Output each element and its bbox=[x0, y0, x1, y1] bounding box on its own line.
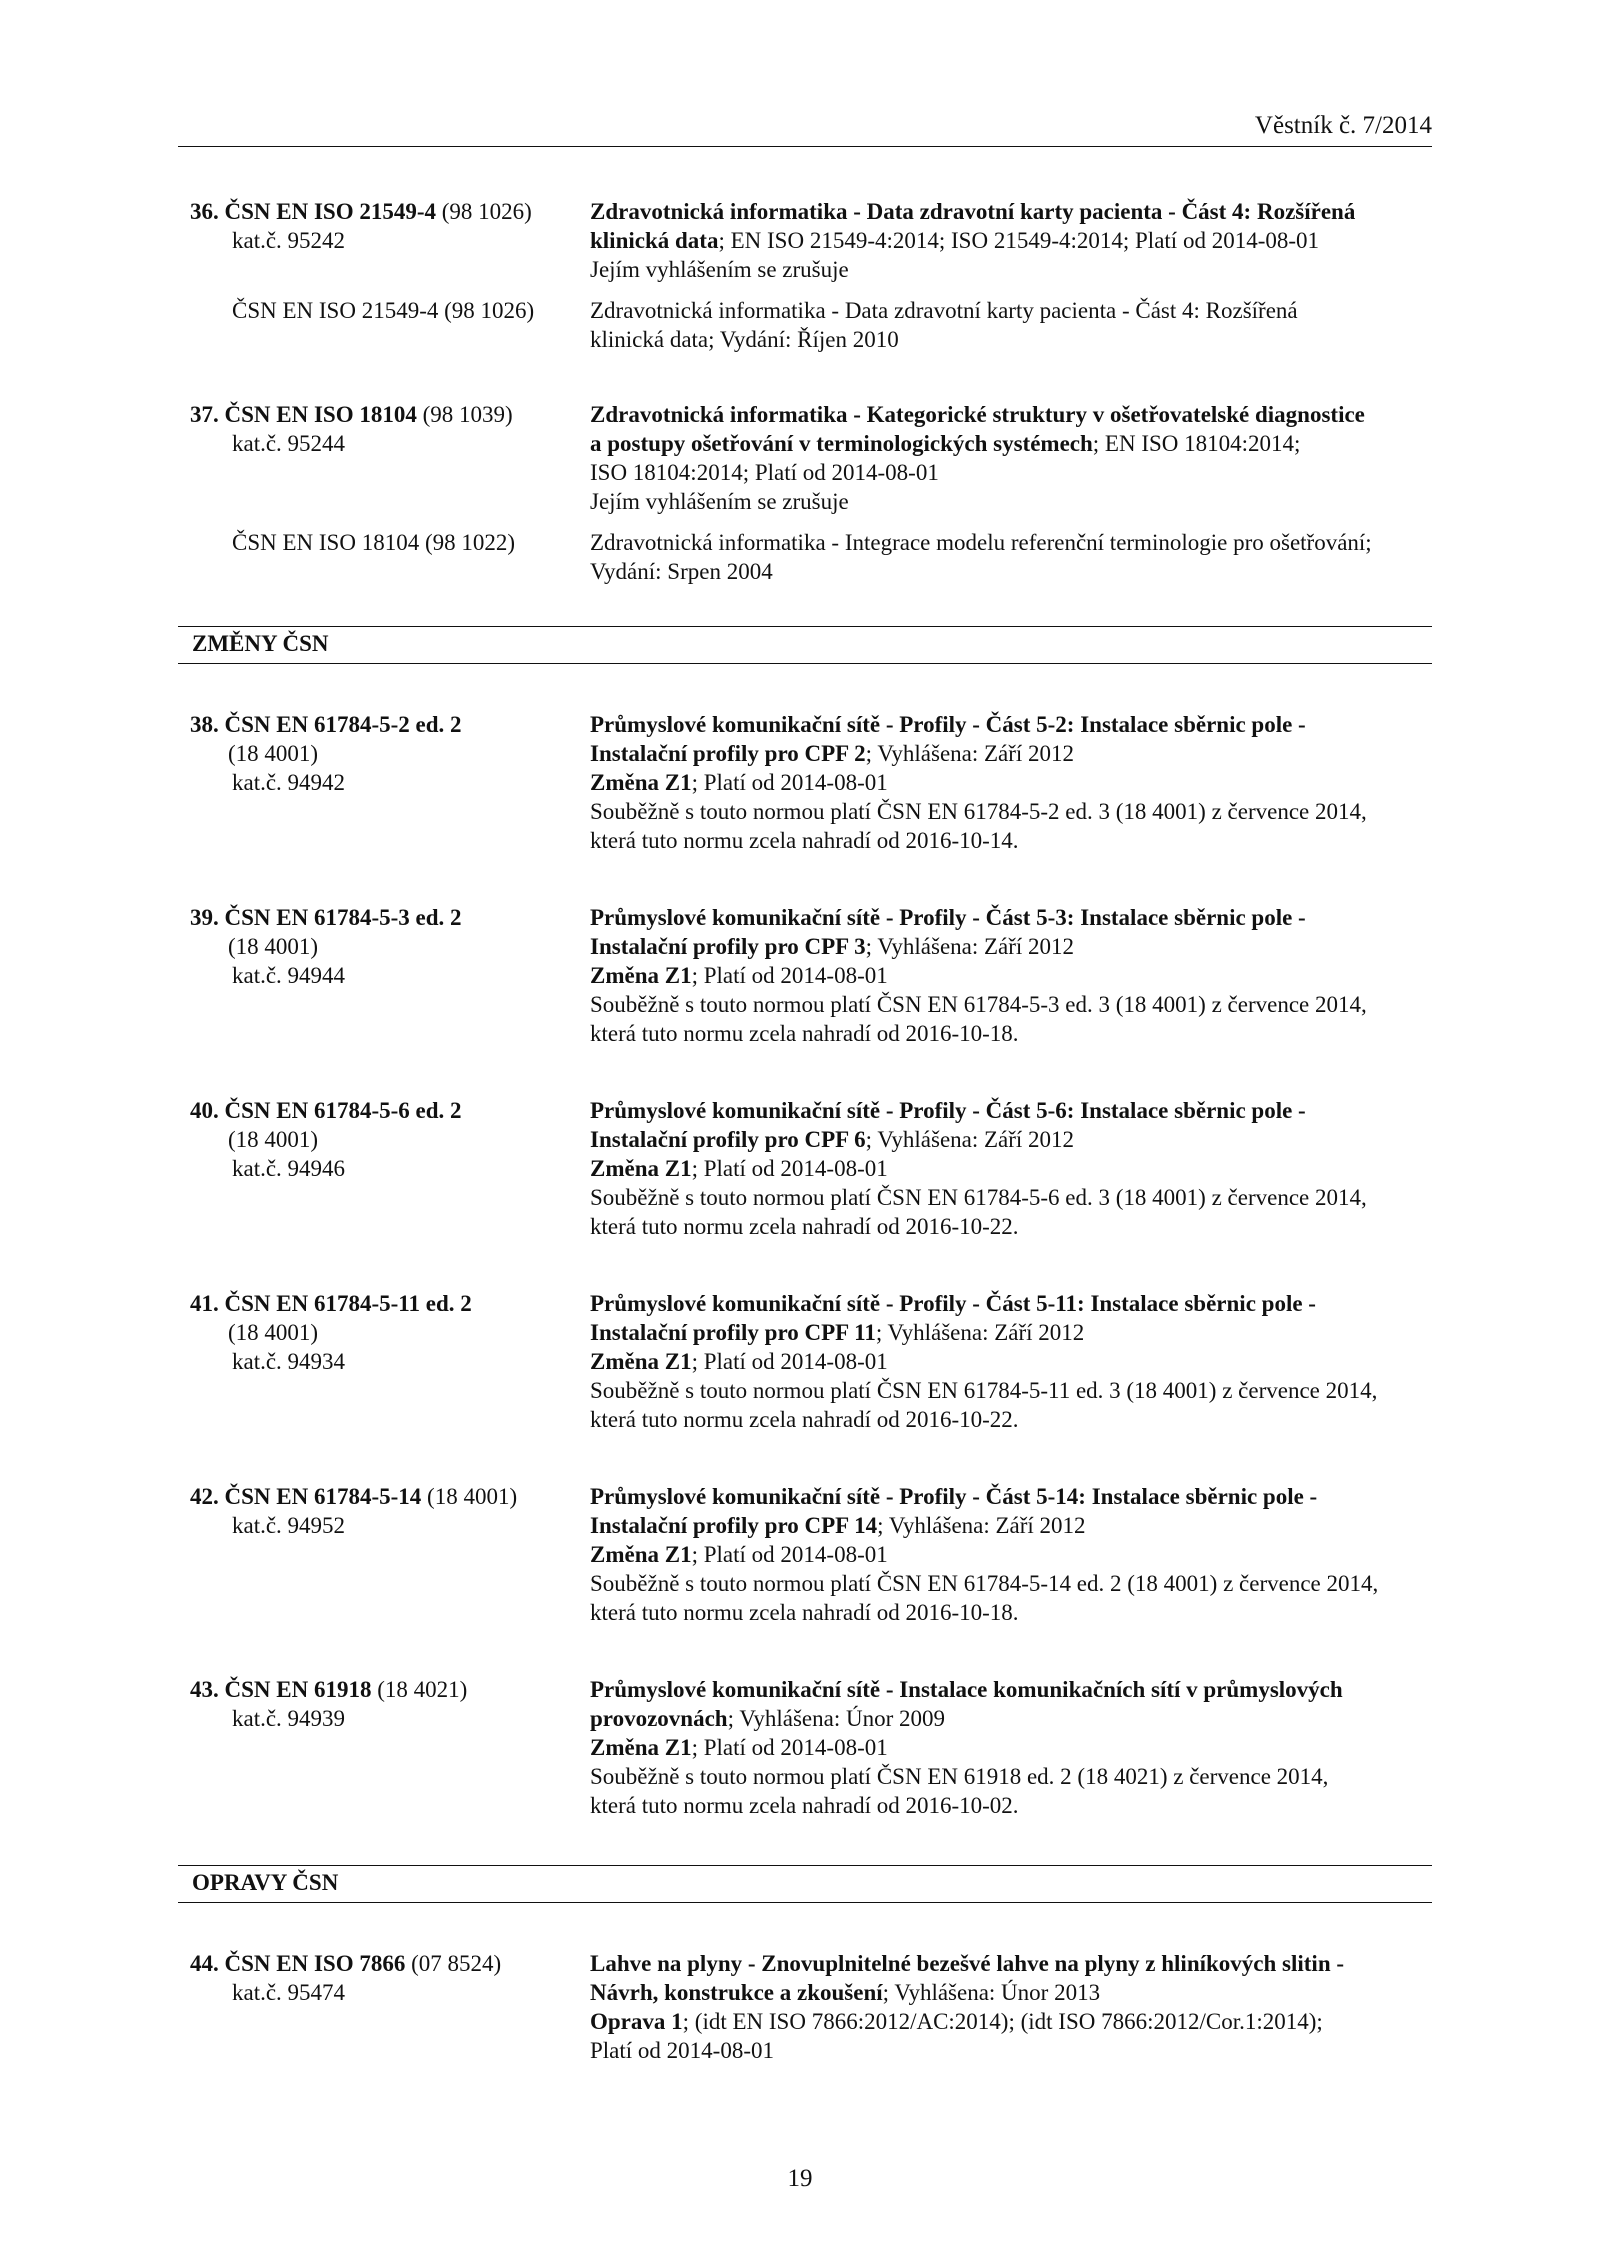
catalog-number: kat.č. 94946 bbox=[232, 1156, 346, 1181]
catalog-number: kat.č. 94939 bbox=[232, 1706, 346, 1731]
text-span: 36. bbox=[190, 199, 219, 224]
section-title: ZMĚNY ČSN bbox=[192, 631, 329, 656]
text-span: Průmyslové komunikační sítě - Profily - Část 5-11: Instalace sběrnic pole - bbox=[590, 1291, 1316, 1316]
text-span: 39. bbox=[190, 905, 219, 930]
text-span: 38. bbox=[190, 712, 219, 737]
text-span: Souběžně s touto normou platí ČSN EN 61784-5-14 ed. 2 (18 4001) z července 2014, bbox=[590, 1571, 1379, 1596]
text-span: (18 4001) bbox=[427, 1484, 518, 1509]
text-span: Vydání: Srpen 2004 bbox=[590, 559, 773, 584]
text-span: Změna Z1 bbox=[590, 1542, 692, 1567]
text-span: Souběžně s touto normou platí ČSN EN 61784-5-3 ed. 3 (18 4001) z července 2014, bbox=[590, 992, 1367, 1017]
text-span: která tuto normu zcela nahradí od 2016-10-02. bbox=[590, 1793, 1019, 1818]
page-number: 19 bbox=[787, 2165, 813, 2192]
text-span: ; Vyhlášena: Únor 2009 bbox=[727, 1706, 946, 1731]
catalog-number: kat.č. 94934 bbox=[232, 1349, 346, 1374]
text-span: Změna Z1 bbox=[590, 1156, 692, 1181]
cancellation-note: Jejím vyhlášením se zrušuje bbox=[590, 257, 849, 282]
text-span: která tuto normu zcela nahradí od 2016-10-14. bbox=[590, 828, 1019, 853]
text-span: a postupy ošetřování v terminologických systémech bbox=[590, 431, 1093, 456]
text-span: ; Vyhlášena: Únor 2013 bbox=[882, 1980, 1101, 2005]
text-span: ; Vyhlášena: Září 2012 bbox=[865, 934, 1075, 959]
text-span: ; EN ISO 18104:2014; bbox=[1092, 431, 1301, 456]
text-span: (18 4001) bbox=[228, 1127, 319, 1152]
text-span: Platí od 2014-08-01 bbox=[590, 2038, 774, 2063]
text-span: 44. bbox=[190, 1951, 219, 1976]
text-span: ; Vyhlášena: Září 2012 bbox=[865, 1127, 1075, 1152]
entry-identifier bbox=[190, 197, 580, 255]
text-span: 41. bbox=[190, 1291, 219, 1316]
text-span: Průmyslové komunikační sítě - Profily - Část 5-14: Instalace sběrnic pole - bbox=[590, 1484, 1318, 1509]
text-span: ; EN ISO 21549-4:2014; ISO 21549-4:2014; Platí od 2014-08-01 bbox=[718, 228, 1320, 253]
text-span: Oprava 1 bbox=[590, 2009, 683, 2034]
standard-code: ČSN EN ISO 18104 bbox=[224, 402, 417, 427]
text-span: Zdravotnická informatika - Data zdravotní karty pacienta - Část 4: Rozšířená bbox=[590, 199, 1356, 224]
text-span: 43. bbox=[190, 1677, 219, 1702]
text-span: Zdravotnická informatika - Data zdravotní karty pacienta - Část 4: Rozšířená bbox=[590, 298, 1298, 323]
section-corrections bbox=[178, 1865, 1432, 1903]
text-span: Instalační profily pro CPF 3 bbox=[590, 934, 866, 959]
text-span: Změna Z1 bbox=[590, 1735, 692, 1760]
text-span: Změna Z1 bbox=[590, 963, 692, 988]
text-span: Instalační profily pro CPF 14 bbox=[590, 1513, 878, 1538]
text-span: (98 1039) bbox=[422, 402, 513, 427]
bulletin-title: Věstník č. 7/2014 bbox=[1254, 112, 1432, 139]
text-span: Průmyslové komunikační sítě - Instalace komunikačních sítí v průmyslových bbox=[590, 1677, 1343, 1702]
text-span: Souběžně s touto normou platí ČSN EN 61918 ed. 2 (18 4021) z července 2014, bbox=[590, 1764, 1329, 1789]
catalog-number: kat.č. 94944 bbox=[232, 963, 346, 988]
standard-code: ČSN EN 61784-5-6 ed. 2 bbox=[224, 1098, 462, 1123]
text-span: ; Vyhlášena: Září 2012 bbox=[865, 741, 1075, 766]
text-span: ; Vyhlášena: Září 2012 bbox=[875, 1320, 1085, 1345]
text-span: ; Platí od 2014-08-01 bbox=[691, 1735, 888, 1760]
entry-description bbox=[590, 197, 1440, 284]
text-span: Souběžně s touto normou platí ČSN EN 61784-5-6 ed. 3 (18 4001) z července 2014, bbox=[590, 1185, 1367, 1210]
section-changes bbox=[178, 626, 1432, 664]
text-span: klinická data; Vydání: Říjen 2010 bbox=[590, 327, 899, 352]
text-span: Průmyslové komunikační sítě - Profily - Část 5-3: Instalace sběrnic pole - bbox=[590, 905, 1306, 930]
replaced-code: ČSN EN ISO 21549-4 (98 1026) bbox=[232, 298, 535, 323]
standard-code: ČSN EN 61918 bbox=[224, 1677, 372, 1702]
text-span: 40. bbox=[190, 1098, 219, 1123]
text-span: Zdravotnická informatika - Integrace modelu referenční terminologie pro ošetřování; bbox=[590, 530, 1372, 555]
text-span: klinická data bbox=[590, 228, 719, 253]
text-span: Souběžně s touto normou platí ČSN EN 61784-5-2 ed. 3 (18 4001) z července 2014, bbox=[590, 799, 1367, 824]
cancellation-note: Jejím vyhlášením se zrušuje bbox=[590, 489, 849, 514]
catalog-number: kat.č. 94942 bbox=[232, 770, 346, 795]
text-span: provozovnách bbox=[590, 1706, 728, 1731]
text-span: (98 1026) bbox=[441, 199, 532, 224]
standard-code: ČSN EN ISO 7866 bbox=[224, 1951, 406, 1976]
text-span: (07 8524) bbox=[411, 1951, 502, 1976]
text-span: která tuto normu zcela nahradí od 2016-10-22. bbox=[590, 1214, 1019, 1239]
text-span: Souběžně s touto normou platí ČSN EN 61784-5-11 ed. 3 (18 4001) z července 2014, bbox=[590, 1378, 1378, 1403]
standard-code: ČSN EN 61784-5-11 ed. 2 bbox=[224, 1291, 472, 1316]
standard-code: ČSN EN 61784-5-2 ed. 2 bbox=[224, 712, 462, 737]
text-span: 42. bbox=[190, 1484, 219, 1509]
standard-code: ČSN EN ISO 21549-4 bbox=[224, 199, 437, 224]
text-span: Instalační profily pro CPF 2 bbox=[590, 741, 866, 766]
text-span: která tuto normu zcela nahradí od 2016-10-18. bbox=[590, 1600, 1019, 1625]
text-span: ; Vyhlášena: Září 2012 bbox=[877, 1513, 1086, 1538]
text-span: ; Platí od 2014-08-01 bbox=[691, 770, 888, 795]
text-span: Lahve na plyny - Znovuplnitelné bezešvé lahve na plyny z hliníkových slitin - bbox=[590, 1951, 1345, 1976]
page-header bbox=[178, 112, 1432, 147]
catalog-number: kat.č. 95474 bbox=[232, 1980, 346, 2005]
catalog-number: kat.č. 94952 bbox=[232, 1513, 346, 1538]
text-span: (18 4021) bbox=[377, 1677, 468, 1702]
text-span: Instalační profily pro CPF 11 bbox=[590, 1320, 876, 1345]
text-span: ; Platí od 2014-08-01 bbox=[691, 1542, 888, 1567]
text-span: Zdravotnická informatika - Kategorické struktury v ošetřovatelské diagnostice bbox=[590, 402, 1365, 427]
text-span: (18 4001) bbox=[228, 1320, 319, 1345]
text-span: která tuto normu zcela nahradí od 2016-10-22. bbox=[590, 1407, 1019, 1432]
catalog-number: kat.č. 95242 bbox=[232, 228, 346, 253]
text-span: ; Platí od 2014-08-01 bbox=[691, 1349, 888, 1374]
text-span: která tuto normu zcela nahradí od 2016-10-18. bbox=[590, 1021, 1019, 1046]
text-span: ; Platí od 2014-08-01 bbox=[691, 963, 888, 988]
text-span: Změna Z1 bbox=[590, 1349, 692, 1374]
text-span: Změna Z1 bbox=[590, 770, 692, 795]
text-span: Průmyslové komunikační sítě - Profily - Část 5-6: Instalace sběrnic pole - bbox=[590, 1098, 1306, 1123]
text-span: (18 4001) bbox=[228, 934, 319, 959]
text-span: Průmyslové komunikační sítě - Profily - Část 5-2: Instalace sběrnic pole - bbox=[590, 712, 1306, 737]
text-span: ; Platí od 2014-08-01 bbox=[691, 1156, 888, 1181]
standard-code: ČSN EN 61784-5-3 ed. 2 bbox=[224, 905, 462, 930]
text-span: ISO 18104:2014; Platí od 2014-08-01 bbox=[590, 460, 939, 485]
replaced-code: ČSN EN ISO 18104 (98 1022) bbox=[232, 530, 516, 555]
section-title: OPRAVY ČSN bbox=[192, 1870, 339, 1895]
text-span: (18 4001) bbox=[228, 741, 319, 766]
text-span: 37. bbox=[190, 402, 219, 427]
text-span: ; (idt EN ISO 7866:2012/AC:2014); (idt ISO 7866:2012/Cor.1:2014); bbox=[682, 2009, 1323, 2034]
text-span: Návrh, konstrukce a zkoušení bbox=[590, 1980, 883, 2005]
standard-code: ČSN EN 61784-5-14 bbox=[224, 1484, 422, 1509]
catalog-number: kat.č. 95244 bbox=[232, 431, 346, 456]
text-span: Instalační profily pro CPF 6 bbox=[590, 1127, 866, 1152]
